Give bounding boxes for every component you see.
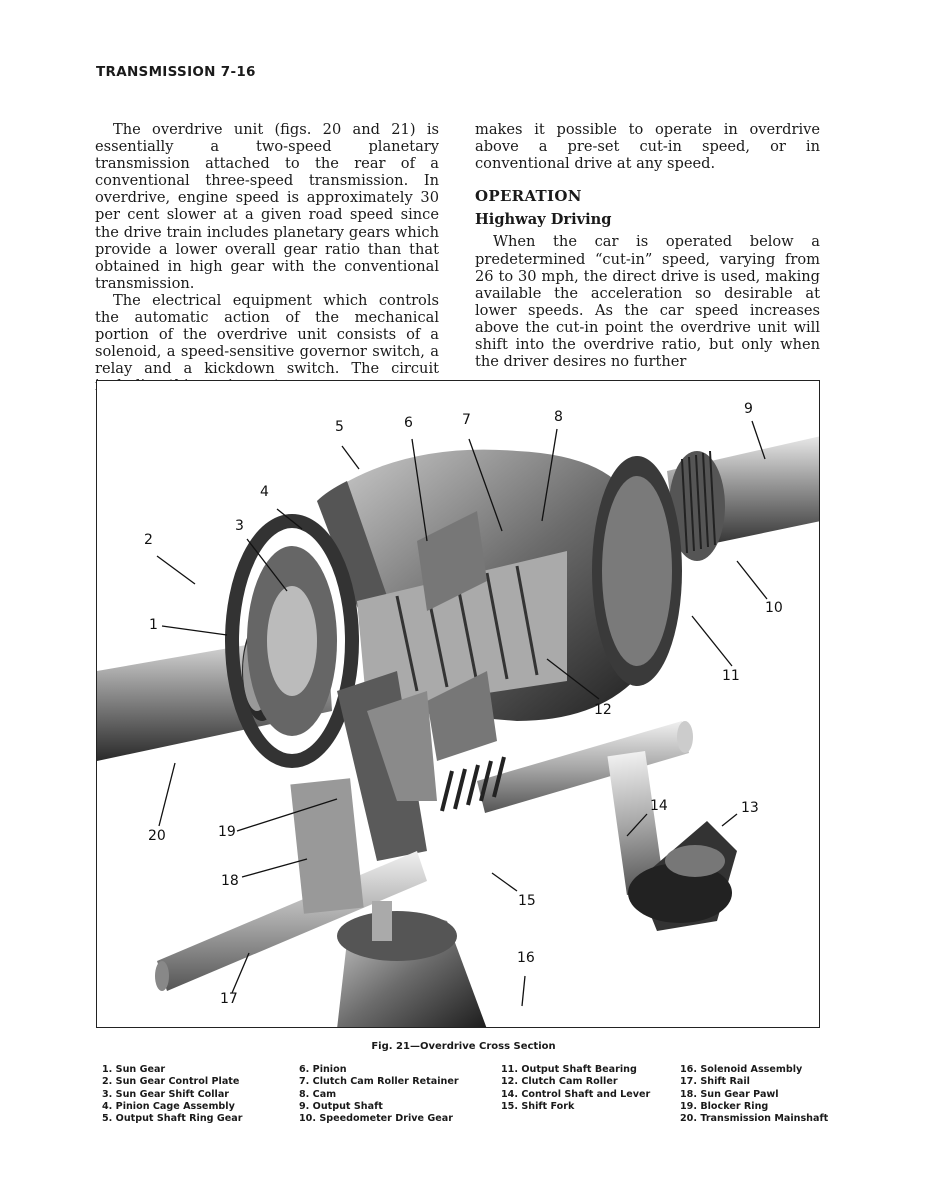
legend-item: 20. Transmission Mainshaft [680,1113,829,1125]
callout-label: 14 [650,798,668,814]
legend-item: 5. Output Shaft Ring Gear [102,1113,243,1125]
legend-item: 14. Control Shaft and Lever [501,1088,651,1100]
body-paragraph: The electrical equipment which controls the automatic action of the mechanical portion of the overdrive unit consists of a solenoid, a speed-sensitive governor switch, a relay and a kickdown switch. The circuit [95,291,439,378]
callout-label: 18 [221,873,239,889]
legend-item: 4. Pinion Cage Assembly [102,1100,235,1112]
callout-label: 16 [517,950,535,966]
legend-item: 7. Clutch Cam Roller Retainer [299,1076,459,1088]
callout-label: 8 [554,409,563,425]
callout-label: 17 [220,991,238,1007]
callout-label: 12 [594,702,612,718]
legend-item: 6. Pinion [299,1064,347,1075]
output-shaft-drawing [667,436,820,561]
page-header: TRANSMISSION 7-16 [96,64,256,80]
legend-column-1 [102,1064,242,1125]
callout-label: 20 [148,828,166,844]
solenoid-drawing [337,901,487,1028]
legend-item: 11. Output Shaft Bearing [501,1064,637,1075]
callout-label: 10 [765,600,783,616]
legend-item: 2. Sun Gear Control Plate [102,1076,240,1088]
callout-label: 3 [235,518,244,534]
legend-column-2 [299,1064,459,1125]
body-paragraph: makes it possible to operate in overdrive above a pre-set cut-in speed, or in conventional drive at any speed. [475,121,820,173]
legend-item: 3. Sun Gear Shift Collar [102,1088,230,1100]
callout-label: 11 [722,668,740,684]
legend-item: 15. Shift Fork [501,1100,575,1112]
mainshaft-drawing [97,521,352,761]
legend-item: 19. Blocker Ring [680,1100,769,1112]
callout-label: 9 [744,401,753,417]
legend-item: 1. Sun Gear [102,1064,166,1075]
legend-item: 17. Shift Rail [680,1076,750,1088]
callout-label: 19 [218,824,236,840]
callout-label: 6 [404,415,413,431]
figure-caption: Fig. 21—Overdrive Cross Section [371,1041,556,1052]
legend-item: 18. Sun Gear Pawl [680,1088,779,1100]
callout-label: 7 [462,412,471,428]
callout-label: 5 [335,419,344,435]
legend-item: 16. Solenoid Assembly [680,1064,803,1075]
section-heading: OPERATION [475,187,582,206]
control-shaft-drawing [477,721,737,931]
legend-item: 8. Cam [299,1088,337,1100]
legend-item: 12. Clutch Cam Roller [501,1076,618,1088]
body-paragraph: When the car is operated below a predetermined “cut-in” speed, varying from 26 to 30 mph, the direct drive is used, making available the acceleration so desirable at lower speeds. As the car speed increases above the cut-in point the overdrive unit will shift into the overdrive ratio, but only when the driver desires no further [475,233,820,371]
callout-label: 1 [149,617,158,633]
callout-label: 15 [518,893,536,909]
overdrive-figure [96,380,820,1028]
callout-label: 4 [260,484,269,500]
overdrive-illustration [97,381,820,1028]
callout-label: 2 [144,532,153,548]
subsection-heading: Highway Driving [475,211,612,229]
callout-label: 13 [741,800,759,816]
legend-item: 9. Output Shaft [299,1100,383,1112]
legend-column-4 [680,1064,828,1125]
legend-item: 10. Speedometer Drive Gear [299,1113,453,1125]
legend-column-3 [501,1064,650,1113]
right-text-column [475,121,820,370]
body-paragraph: The overdrive unit (figs. 20 and 21) is essentially a two-speed planetary transmission attached to the rear of a conventional three-speed transmission. In overdrive, engine speed is approximately 30 per cent slower at a given road speed since the drive train includes planetary gears which provide a lower overall gear ratio than that obtained in high gear with the conventional transmission. [95,121,439,292]
left-text-column [95,121,439,395]
